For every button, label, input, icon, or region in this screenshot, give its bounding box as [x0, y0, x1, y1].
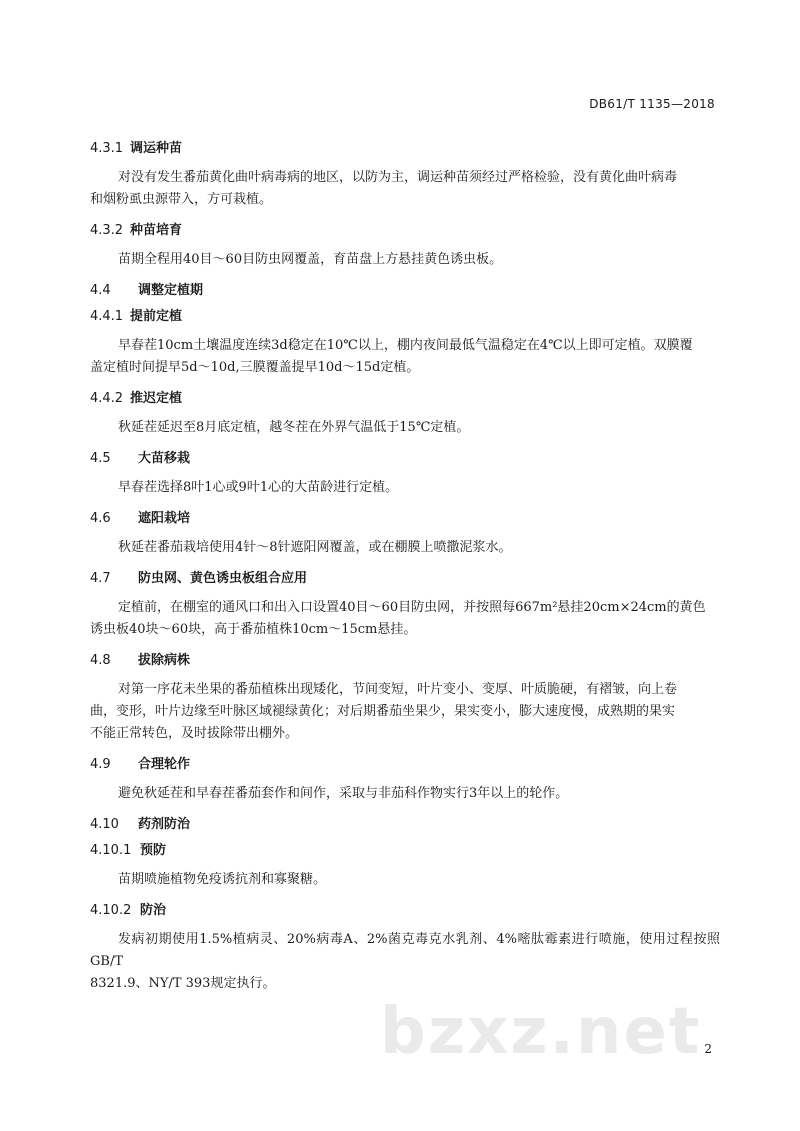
section-number: 4.3.1 [90, 141, 124, 156]
section-title: 遮阳栽培 [138, 511, 191, 526]
section-number: 4.5 [90, 451, 111, 466]
section-number: 4.4.1 [90, 309, 124, 324]
section-title: 合理轮作 [138, 757, 191, 772]
section-heading [90, 901, 720, 921]
section-paragraph: 早春茬选择8叶1心或9叶1心的大苗龄进行定植。 [118, 480, 399, 495]
section-number: 4.4.2 [90, 391, 124, 406]
section-number: 4.10.2 [90, 903, 132, 918]
section-number: 4.8 [90, 653, 111, 668]
section-title: 防虫网、黄色诱虫板组合应用 [138, 571, 308, 586]
section-title: 调整定植期 [138, 283, 204, 298]
section-paragraph: 对没有发生番茄黄化曲叶病毒病的地区，以防为主，调运种苗须经过严格检验，没有黄化曲叶病毒 和烟粉虱虫源带入，方可栽植。 [90, 170, 678, 207]
section-number: 4.4 [90, 283, 111, 298]
section-paragraph: 早春茬10cm土壤温度连续3d稳定在10℃以上，棚内夜间最低气温稳定在4℃以上即可定植。双膜覆 盖定植时间提早5d～10d,三膜覆盖提早10d～15d定植。 [90, 338, 693, 375]
section-heading [90, 841, 720, 861]
section-heading [90, 221, 720, 241]
section-heading [90, 755, 720, 775]
section-heading [90, 389, 720, 409]
section-title: 预防 [140, 843, 167, 858]
section-number: 4.7 [90, 571, 111, 586]
section-paragraph: 苗期全程用40目～60目防虫网覆盖，育苗盘上方悬挂黄色诱虫板。 [118, 252, 503, 267]
section-number: 4.3.2 [90, 223, 124, 238]
section-paragraph: 定植前，在棚室的通风口和出入口设置40目～60目防虫网，并按照每667m²悬挂20cm×24cm的黄色 诱虫板40块～60块，高于番茄植株10cm～15cm悬挂。 [90, 600, 706, 637]
section-heading [90, 569, 720, 589]
section-heading [90, 307, 720, 327]
document-body [90, 133, 720, 1005]
section-number: 4.10 [90, 817, 119, 832]
section-title: 防治 [140, 903, 167, 918]
section-heading [90, 139, 720, 159]
section-heading [90, 281, 720, 301]
section-heading [90, 449, 720, 469]
section-number: 4.6 [90, 511, 111, 526]
document-code: DB61/T 1135—2018 [589, 97, 715, 111]
section-paragraph: 秋延茬延迟至8月底定植，越冬茬在外界气温低于15℃定植。 [118, 420, 470, 435]
section-title: 拔除病株 [138, 653, 191, 668]
section-title: 大苗移栽 [138, 451, 191, 466]
section-title: 药剂防治 [138, 817, 191, 832]
section-heading [90, 651, 720, 671]
section-title: 提前定植 [130, 309, 183, 324]
section-number: 4.9 [90, 757, 111, 772]
page-number: 2 [704, 1042, 712, 1056]
section-paragraph: 发病初期使用1.5%植病灵、20%病毒A、2%菌克毒克水乳剂、4%嘧肽霉素进行喷施，使用过程按照GB/T 8321.9、NY/T 393规定执行。 [90, 932, 720, 991]
section-paragraph: 秋延茬番茄栽培使用4针～8针遮阳网覆盖，或在棚膜上喷撒泥浆水。 [118, 540, 512, 555]
section-title: 推迟定植 [130, 391, 183, 406]
section-number: 4.10.1 [90, 843, 132, 858]
section-paragraph: 避免秋延茬和早春茬番茄套作和间作，采取与非茄科作物实行3年以上的轮作。 [118, 786, 569, 801]
section-paragraph: 苗期喷施植物免疫诱抗剂和寡聚糖。 [118, 872, 327, 887]
section-title: 调运种苗 [130, 141, 183, 156]
section-paragraph: 对第一序花未坐果的番茄植株出现矮化，节间变短，叶片变小、变厚、叶质脆硬，有褶皱，向上卷 曲，变形，叶片边缘至叶脉区域褪绿黄化；对后期番茄坐果少，果实变小，膨大速度慢，成熟期的果实 不能正常转色，及时拔除带出棚外。 [90, 682, 678, 741]
watermark: bzxz.net [380, 995, 702, 1069]
section-title: 种苗培育 [130, 223, 183, 238]
section-heading [90, 509, 720, 529]
section-heading [90, 815, 720, 835]
